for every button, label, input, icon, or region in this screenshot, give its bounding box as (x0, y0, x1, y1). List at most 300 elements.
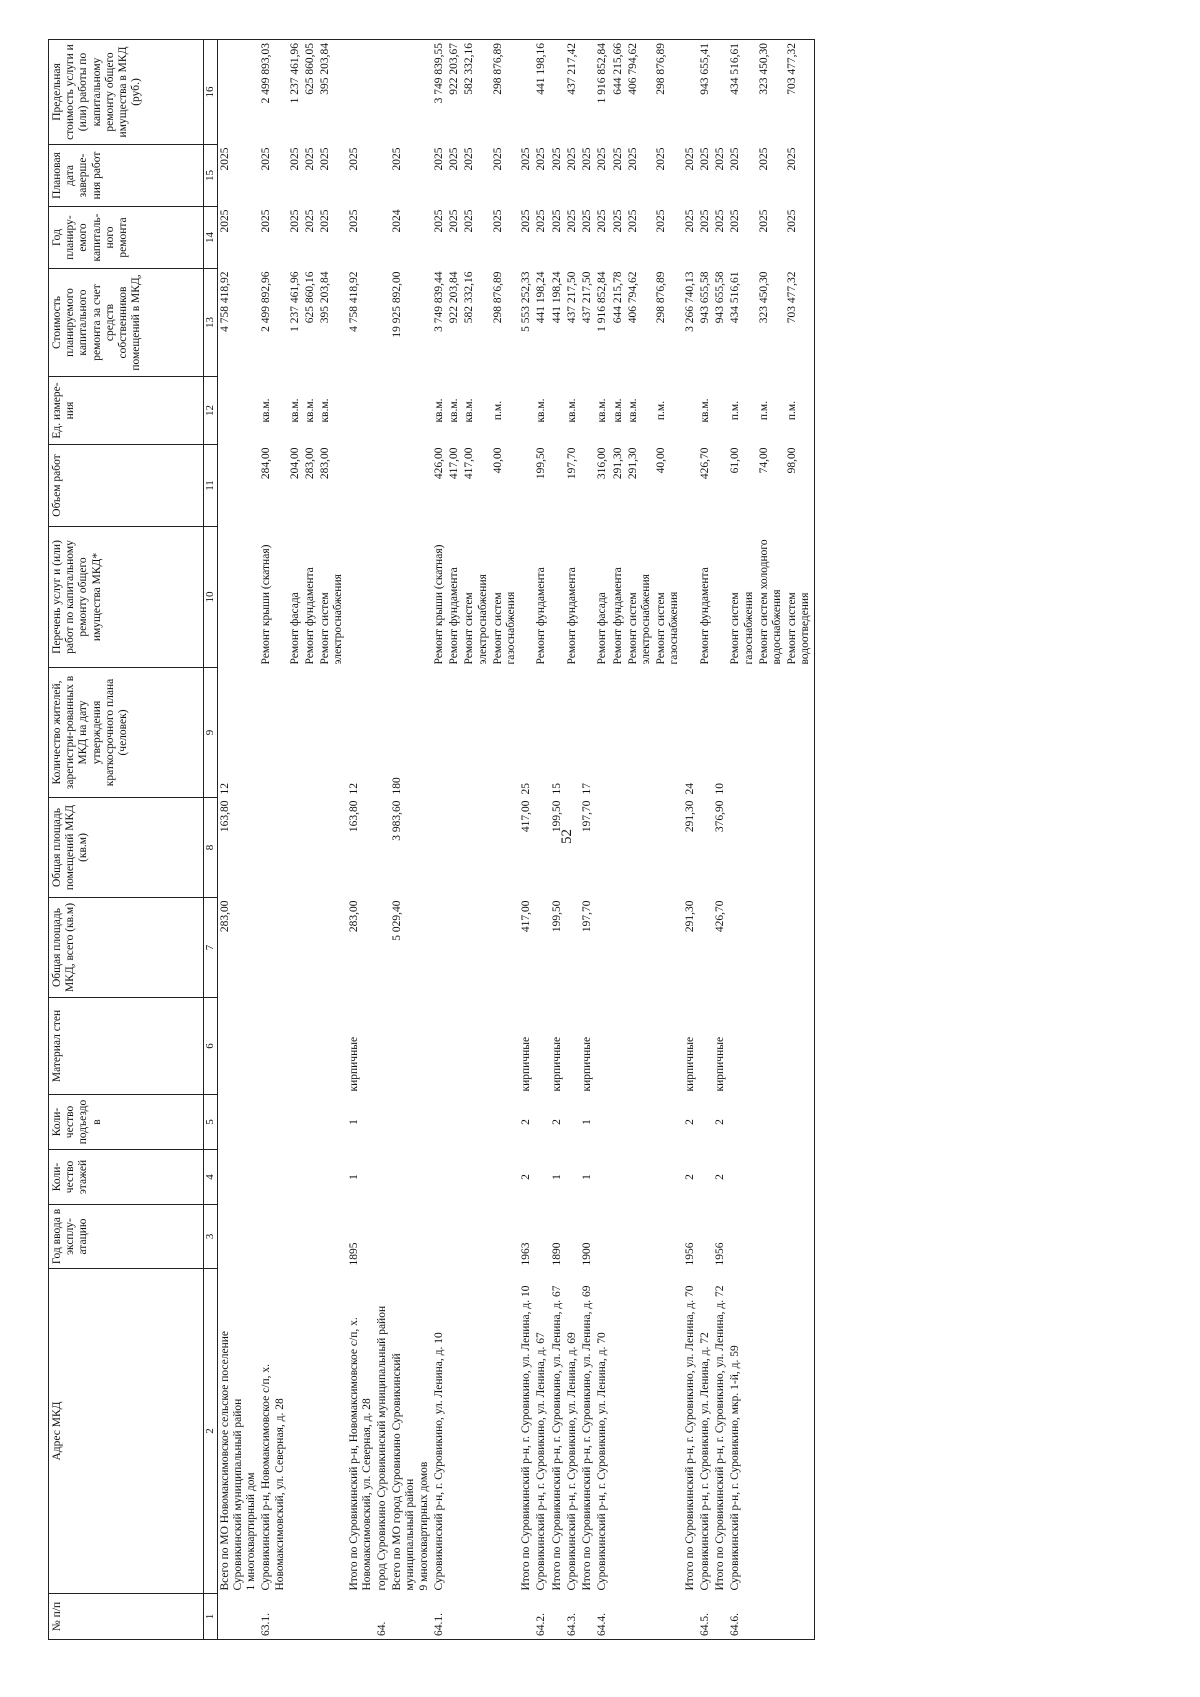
column-number-row (204, 40, 218, 1640)
cell-residents: 17 (581, 783, 594, 795)
cell-limit: 437 217,42 (565, 40, 580, 145)
cell-cost (375, 269, 390, 377)
cell-volume (550, 445, 565, 527)
cell-year: 1895 (347, 1242, 360, 1266)
cell-address: Итого по Суровикинский р-н, Новомаксимовское с/п, х. Новомаксимовский, ул. Северная, д. 28 (347, 1317, 373, 1591)
cell-address: Суровикинский р-н, г. Суровикино, мкр. 1-й, д. 59 (729, 1345, 742, 1591)
cell-floors (375, 1150, 390, 1205)
cell-work: Ремонт фундамента (698, 567, 711, 665)
cell-total-area: 417,00 (520, 900, 533, 933)
column-header: Материал стен (49, 998, 204, 1095)
cell-floors (447, 1150, 462, 1205)
column-header: Коли-чество подъездо в (49, 1095, 204, 1150)
cell-work: Ремонт систем холодного водоснабжения (757, 539, 783, 665)
cell-total-area (785, 898, 814, 998)
cell-volume: 426,70 (698, 447, 711, 480)
column-header: Перечень услуг и (или) работ по капитальному ремонту общего имущества МКД* (49, 527, 204, 668)
cell-end-date: 2025 (550, 147, 563, 171)
cell-walls: кирпичные (714, 1036, 727, 1092)
cell-work: Ремонт крыши (скатная) (260, 544, 273, 665)
cell-residents (259, 668, 287, 798)
cell-living-area (259, 798, 287, 898)
cell-plan-year: 2025 (757, 209, 770, 233)
column-number: 8 (204, 798, 218, 898)
cell-walls: кирпичные (581, 1036, 594, 1092)
cell-year (728, 1205, 756, 1269)
cell-work (550, 527, 565, 668)
cell-volume: 283,00 (319, 447, 332, 480)
cell-num (550, 1594, 565, 1640)
cell-end-date: 2025 (303, 147, 316, 171)
cell-residents (447, 668, 462, 798)
cell-work (519, 527, 534, 668)
cell-living-area (432, 798, 447, 898)
cell-limit: 582 332,16 (462, 40, 490, 145)
cell-total-area (491, 898, 519, 998)
cell-cost: 1 916 852,84 (596, 271, 609, 332)
cell-entrances (611, 1095, 626, 1150)
cell-unit: п.м. (757, 400, 770, 421)
table-row (347, 40, 375, 1640)
cell-cost: 298 876,89 (491, 271, 504, 324)
cell-cost: 434 516,61 (729, 271, 742, 324)
cell-unit (683, 377, 698, 445)
cell-limit (390, 40, 432, 145)
cell-walls (757, 998, 785, 1095)
cell-cost: 4 758 418,92 (347, 271, 360, 332)
cell-end-date: 2025 (565, 147, 578, 171)
cell-living-area (626, 798, 654, 898)
cell-walls (595, 998, 610, 1095)
cell-total-area (288, 898, 303, 998)
cell-address (303, 1269, 318, 1594)
cell-unit: п.м. (785, 377, 814, 445)
cell-year (288, 1205, 303, 1269)
cell-floors (626, 1150, 654, 1205)
cell-entrances: 2 (683, 1119, 696, 1125)
cell-address: Всего по МО Новомаксимовское сельское поселение Суровикинский муниципальный район 1 многоквартирный дом (218, 1330, 258, 1591)
cell-unit (347, 377, 375, 445)
cell-work: Ремонт фундамента (611, 567, 624, 665)
cell-work: Ремонт систем электроснабжения (319, 574, 345, 665)
cell-num (757, 1594, 785, 1640)
cell-living-area (462, 798, 490, 898)
column-header: Предельная стоимость услуги и (или) работы по капитальному ремонту общего имущества в МКД (руб.) (49, 40, 204, 145)
table-row (519, 40, 534, 1640)
cell-walls (390, 998, 432, 1095)
cell-entrances: 2 (714, 1119, 727, 1125)
cell-residents: 12 (347, 783, 360, 795)
cell-living-area (595, 798, 610, 898)
cell-num (390, 1594, 432, 1640)
cell-unit (713, 377, 728, 445)
cell-num (785, 1594, 814, 1640)
column-number: 1 (204, 1594, 218, 1640)
cell-address (654, 1269, 682, 1594)
cell-plan-year: 2025 (611, 209, 624, 233)
cell-unit: кв.м. (535, 398, 548, 423)
cell-volume: 426,00 (432, 447, 445, 480)
cell-unit: кв.м. (432, 398, 445, 423)
cell-entrances (390, 1095, 432, 1150)
cell-total-area (565, 898, 580, 998)
cell-num (217, 1594, 259, 1640)
cell-address: Итого по Суровикинский р-н, г. Суровикино, ул. Ленина, д. 69 (581, 1285, 594, 1591)
cell-cost: 441 198,24 (550, 271, 563, 324)
cell-work: Ремонт систем газоснабжения (491, 591, 518, 665)
cell-living-area (491, 798, 519, 898)
cell-residents: 180 (391, 777, 404, 795)
cell-cost: 1 237 461,96 (288, 271, 301, 332)
cell-volume: 204,00 (288, 447, 301, 480)
cell-end-date: 2025 (757, 147, 770, 171)
cell-floors (534, 1150, 549, 1205)
cell-limit (683, 40, 698, 145)
cell-volume: 417,00 (448, 447, 461, 480)
cell-volume: 61,00 (729, 447, 742, 474)
cell-work: Ремонт фасада (596, 592, 609, 665)
cell-entrances (288, 1095, 303, 1150)
cell-plan-year: 2025 (683, 209, 696, 233)
cell-address (785, 1269, 814, 1594)
cell-limit: 2 499 893,03 (259, 40, 287, 145)
column-number: 14 (204, 207, 218, 269)
cell-year (565, 1205, 580, 1269)
cell-walls (534, 998, 549, 1095)
cell-plan-year: 2025 (432, 209, 445, 233)
cell-address: Итого по Суровикинский р-н, г. Суровикино, ул. Ленина, д. 72 (714, 1285, 727, 1591)
cell-volume (375, 445, 390, 527)
cell-unit: кв.м. (626, 398, 639, 423)
cell-num (519, 1594, 534, 1640)
cell-work: Ремонт систем газоснабжения (655, 591, 681, 665)
cell-year (318, 1205, 346, 1269)
cell-floors: 2 (683, 1174, 696, 1180)
table-row (550, 40, 565, 1640)
cell-address (757, 1269, 785, 1594)
cell-living-area (698, 798, 713, 898)
cell-limit (519, 40, 534, 145)
cell-cost: 922 203,84 (448, 271, 461, 324)
cell-year (432, 1205, 447, 1269)
cell-year (785, 1205, 814, 1269)
cell-work (347, 527, 375, 668)
cell-entrances (318, 1095, 346, 1150)
cell-cost: 406 794,62 (626, 271, 639, 324)
cell-volume (390, 445, 432, 527)
column-number: 12 (204, 377, 218, 445)
cell-floors (698, 1150, 713, 1205)
cell-floors: 1 (550, 1174, 563, 1180)
table-row (626, 40, 654, 1640)
column-header: Коли-чество этажей (49, 1150, 204, 1205)
cell-end-date: 2025 (432, 147, 445, 171)
cell-work (375, 527, 390, 668)
cell-cost: 582 332,16 (463, 271, 476, 324)
cell-end-date: 2025 (683, 147, 696, 171)
table-row (491, 40, 519, 1640)
table-row (728, 40, 756, 1640)
rotated-page (48, 40, 1048, 1640)
cell-num: 64.5. (698, 1594, 713, 1640)
cell-year: 1963 (520, 1242, 533, 1266)
cell-unit: п.м. (491, 400, 504, 421)
cell-work: Ремонт фундамента (448, 567, 461, 665)
cell-entrances (757, 1095, 785, 1150)
cell-total-area (462, 898, 490, 998)
cell-living-area (375, 798, 390, 898)
cell-unit: кв.м. (260, 398, 273, 423)
cell-volume (683, 445, 698, 527)
cell-residents (757, 668, 785, 798)
cell-entrances (432, 1095, 447, 1150)
cell-residents: 25 (520, 783, 533, 795)
cell-end-date: 2025 (729, 147, 742, 171)
cell-unit: кв.м. (463, 398, 476, 423)
column-number: 2 (204, 1269, 218, 1594)
table-row (432, 40, 447, 1640)
cell-year (698, 1205, 713, 1269)
cell-end-date: 2025 (611, 147, 624, 171)
cell-total-area: 5 029,40 (391, 900, 404, 941)
cell-floors (462, 1150, 490, 1205)
cell-limit (550, 40, 565, 145)
cell-year (375, 1205, 390, 1269)
cell-address: Суровикинский р-н, г. Суровикино, ул. Ленина, д. 67 (535, 1332, 548, 1591)
cell-residents (626, 668, 654, 798)
cell-num: 64.3. (565, 1594, 580, 1640)
cell-address (462, 1269, 490, 1594)
cell-walls (432, 998, 447, 1095)
cell-num: 64.1. (432, 1594, 447, 1640)
column-number: 15 (204, 145, 218, 207)
cell-plan-year: 2025 (319, 209, 332, 233)
cell-living-area: 291,30 (683, 800, 696, 833)
cell-work (580, 527, 595, 668)
cell-floors (432, 1150, 447, 1205)
cell-cost: 395 203,84 (319, 271, 332, 324)
cell-residents (785, 668, 814, 798)
column-header: Объем работ (49, 445, 204, 527)
cell-unit: кв.м. (288, 398, 301, 423)
cell-volume (580, 445, 595, 527)
cell-floors: 2 (714, 1174, 727, 1180)
cell-unit (375, 377, 390, 445)
cell-work (217, 527, 259, 668)
cell-end-date: 2025 (596, 147, 609, 171)
table-row (580, 40, 595, 1640)
cell-cost: 2 499 892,96 (260, 271, 273, 332)
column-header: Год ввода в эксплу-атацию (49, 1205, 204, 1269)
cell-entrances (654, 1095, 682, 1150)
cell-living-area (288, 798, 303, 898)
cell-plan-year: 2025 (596, 209, 609, 233)
cell-limit: 441 198,16 (534, 40, 549, 145)
cell-work: Ремонт крыши (скатная) (432, 544, 445, 665)
cell-living-area: 163,80 (218, 800, 231, 833)
cell-residents (303, 668, 318, 798)
cell-end-date: 2025 (218, 147, 231, 171)
cell-total-area: 197,70 (581, 900, 594, 933)
cell-living-area (728, 798, 756, 898)
cell-end-date: 2025 (288, 147, 301, 171)
cell-living-area (611, 798, 626, 898)
cell-walls (303, 998, 318, 1095)
cell-entrances (462, 1095, 490, 1150)
column-number: 4 (204, 1150, 218, 1205)
cell-end-date: 2025 (319, 147, 332, 171)
cell-volume: 417,00 (463, 447, 476, 480)
cell-limit (375, 40, 390, 145)
column-header: Ед. измере-ния (49, 377, 204, 445)
cell-walls: кирпичные (550, 1036, 563, 1092)
cell-plan-year: 2025 (218, 209, 231, 233)
cell-year (390, 1205, 432, 1269)
cell-entrances (491, 1095, 519, 1150)
cell-address: Суровикинский р-н, г. Суровикино, ул. Ленина, д. 72 (698, 1332, 711, 1591)
cell-floors: 1 (581, 1174, 594, 1180)
cell-residents (462, 668, 490, 798)
cell-unit (519, 377, 534, 445)
table-row (654, 40, 682, 1640)
cell-floors (611, 1150, 626, 1205)
cell-floors: 2 (520, 1174, 533, 1180)
cell-total-area (303, 898, 318, 998)
cell-residents (595, 668, 610, 798)
cell-floors (303, 1150, 318, 1205)
cell-floors (728, 1150, 756, 1205)
cell-year (217, 1205, 259, 1269)
cell-year: 1956 (683, 1242, 696, 1266)
cell-walls (288, 998, 303, 1095)
cell-address: Итого по Суровикинский р-н, г. Суровикино, ул. Ленина, д. 10 (520, 1285, 533, 1591)
cell-work: Ремонт фундамента (565, 567, 578, 665)
header-row (49, 40, 204, 1640)
cell-year (534, 1205, 549, 1269)
cell-end-date: 2025 (347, 147, 360, 171)
column-header: Стоимость планируемого капитального ремонта за счет средств собственников помещений в МКД, (49, 269, 204, 377)
cell-address (318, 1269, 346, 1594)
cell-residents (288, 668, 303, 798)
cell-total-area: 283,00 (218, 900, 231, 933)
cell-entrances (534, 1095, 549, 1150)
cell-end-date: 2025 (491, 147, 504, 171)
cell-end-date: 2025 (535, 147, 548, 171)
cell-total-area (757, 898, 785, 998)
cell-floors (595, 1150, 610, 1205)
cell-volume: 40,00 (655, 447, 668, 474)
cell-volume: 40,00 (491, 447, 504, 474)
cell-plan-year: 2025 (785, 207, 814, 269)
cell-total-area (447, 898, 462, 998)
cell-num: 64.2. (534, 1594, 549, 1640)
cell-cost: 703 477,32 (785, 269, 814, 377)
table-row (447, 40, 462, 1640)
cell-num: 64.6. (728, 1594, 756, 1640)
cell-end-date (375, 145, 390, 207)
cell-address: Суровикинский р-н, г. Суровикино, ул. Ленина, д. 10 (432, 1332, 445, 1591)
table-row (217, 40, 259, 1640)
cell-residents: 15 (550, 783, 563, 795)
column-number: 11 (204, 445, 218, 527)
cell-plan-year: 2025 (655, 209, 668, 233)
cell-residents (375, 668, 390, 798)
cell-residents (654, 668, 682, 798)
cell-work: Ремонт фундамента (303, 567, 316, 665)
cell-living-area (534, 798, 549, 898)
cell-walls: кирпичные (683, 1036, 696, 1092)
capital-repair-table (48, 39, 815, 1640)
cell-unit (217, 377, 259, 445)
cell-volume (713, 445, 728, 527)
cell-end-date: 2025 (714, 147, 727, 171)
table-row (757, 40, 785, 1640)
cell-unit: кв.м. (565, 398, 578, 423)
cell-cost: 943 655,58 (698, 271, 711, 324)
cell-num (288, 1594, 303, 1640)
cell-unit: кв.м. (698, 398, 711, 423)
cell-residents (534, 668, 549, 798)
cell-cost: 298 876,89 (655, 271, 668, 324)
cell-limit: 323 450,30 (757, 40, 785, 145)
cell-walls (565, 998, 580, 1095)
cell-living-area: 163,80 (347, 800, 360, 833)
cell-limit: 625 860,05 (303, 40, 318, 145)
cell-work: Ремонт систем газоснабжения (729, 591, 755, 665)
cell-residents (432, 668, 447, 798)
cell-entrances (303, 1095, 318, 1150)
cell-work: Ремонт фасада (288, 592, 301, 665)
cell-entrances: 2 (520, 1119, 533, 1125)
cell-walls (698, 998, 713, 1095)
cell-num (318, 1594, 346, 1640)
cell-volume: 284,00 (260, 447, 273, 480)
cell-plan-year: 2024 (391, 209, 404, 233)
cell-num (491, 1594, 519, 1640)
table-row (595, 40, 610, 1640)
cell-plan-year: 2025 (581, 209, 594, 233)
cell-address (288, 1269, 303, 1594)
cell-address: город Суровикино Суровикинский муниципальный район (376, 1305, 389, 1591)
cell-year: 1900 (581, 1242, 594, 1266)
cell-unit (580, 377, 595, 445)
cell-residents: 12 (218, 783, 231, 795)
cell-volume: 283,00 (303, 447, 316, 480)
cell-plan-year: 2025 (303, 209, 316, 233)
cell-cost: 437 217,50 (581, 271, 594, 324)
cell-num (713, 1594, 728, 1640)
cell-living-area (785, 798, 814, 898)
cell-total-area: 283,00 (347, 900, 360, 933)
cell-entrances (595, 1095, 610, 1150)
table-row (318, 40, 346, 1640)
cell-limit: 703 477,32 (785, 40, 814, 145)
cell-cost: 625 860,16 (303, 271, 316, 324)
cell-num (683, 1594, 698, 1640)
cell-limit: 1 916 852,84 (595, 40, 610, 145)
cell-floors (288, 1150, 303, 1205)
cell-volume: 291,30 (611, 447, 624, 480)
table-row (259, 40, 287, 1640)
cell-walls: кирпичные (347, 1036, 360, 1092)
cell-walls: кирпичные (520, 1036, 533, 1092)
cell-limit: 298 876,89 (654, 40, 682, 145)
cell-floors (390, 1150, 432, 1205)
cell-address: Суровикинский р-н, Новомаксимовское с/п, х. Новомаксимовский, ул. Северная, д. 28 (260, 1364, 286, 1591)
cell-entrances (217, 1095, 259, 1150)
cell-end-date: 2025 (655, 147, 668, 171)
cell-living-area: 199,50 (550, 800, 563, 833)
